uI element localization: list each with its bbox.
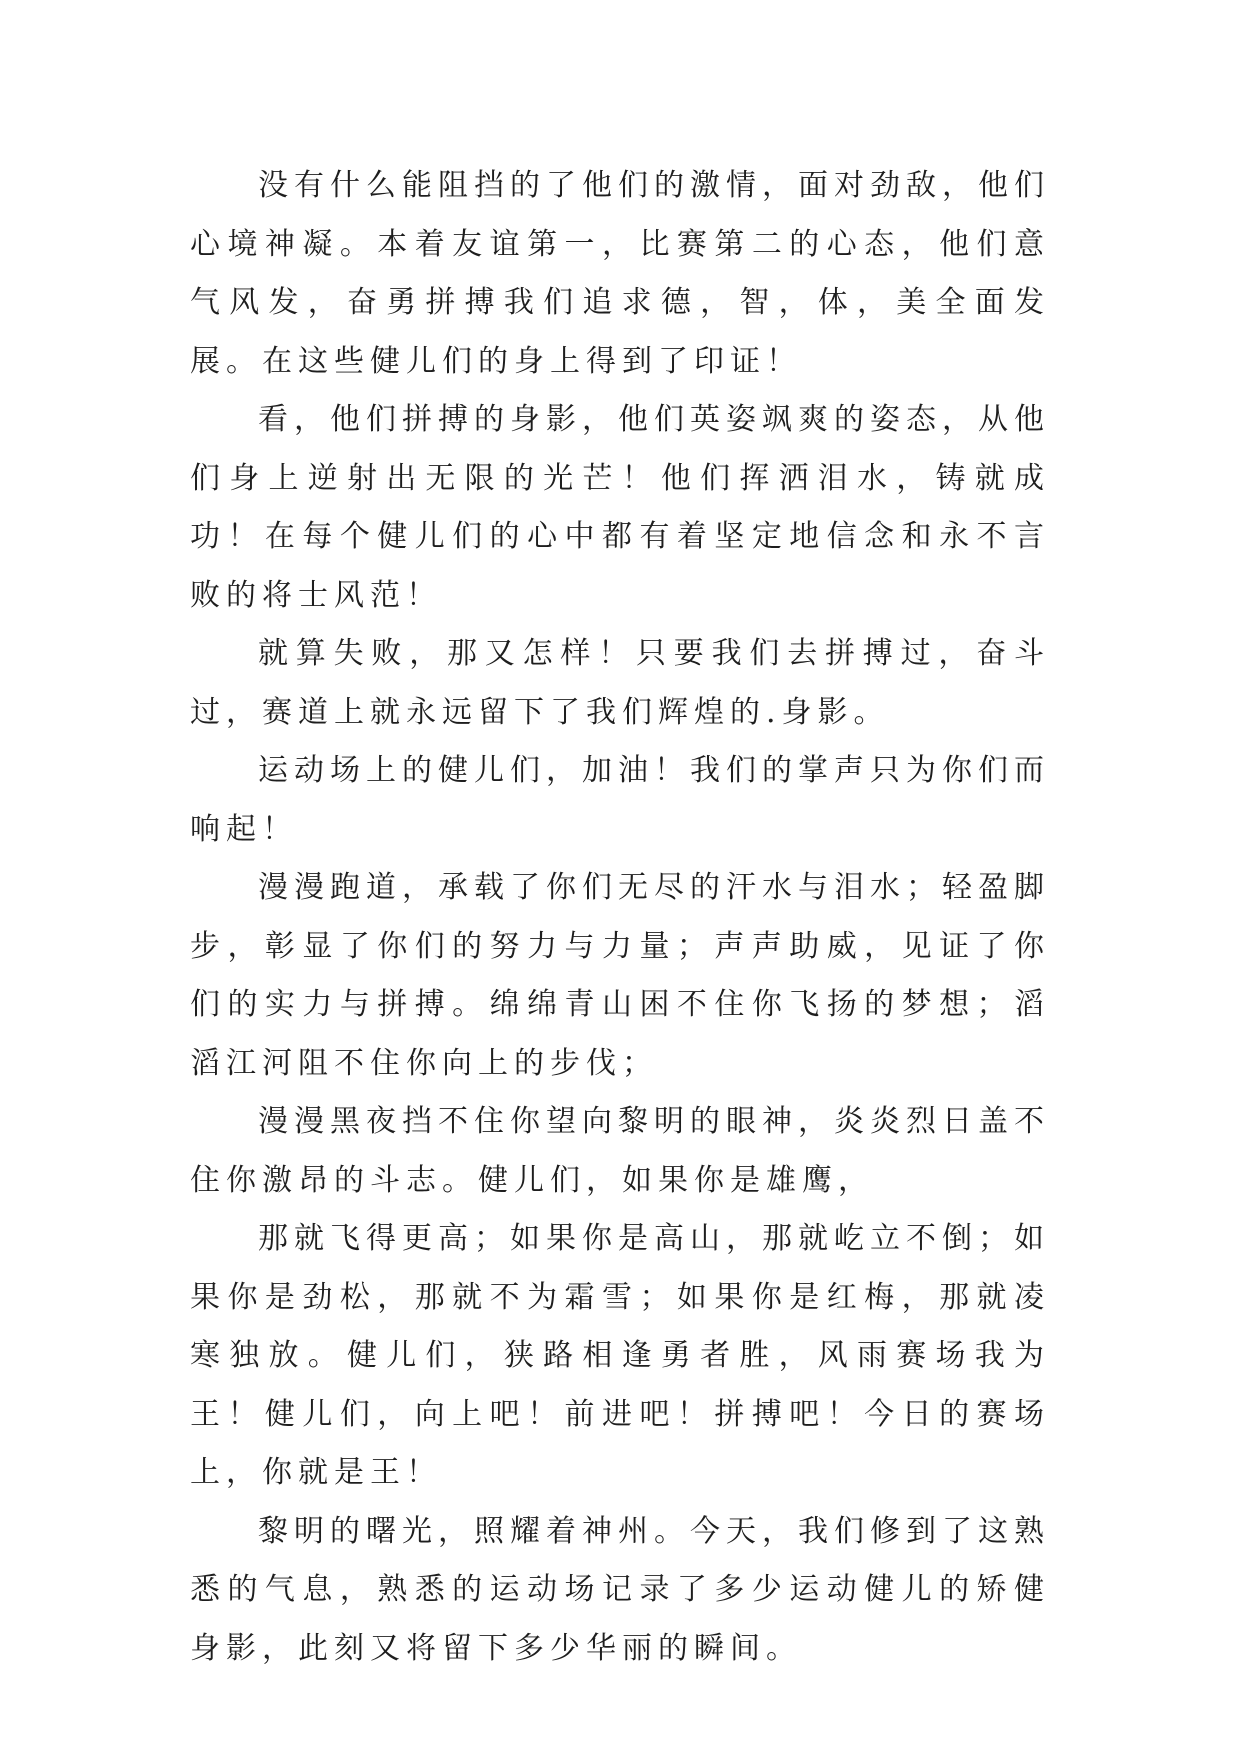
paragraph-2: 看，他们拼搏的身影，他们英姿飒爽的姿态，从他们身上逆射出无限的光芒！他们挥洒泪水，铸就成功！在每个健儿们的心中都有着坚定地信念和永不言败的将士风范！	[190, 402, 1050, 613]
paragraph-1: 没有什么能阻挡的了他们的激情，面对劲敌，他们心境神凝。本着友谊第一，比赛第二的心态，他们意气风发，奋勇拼搏我们追求德，智，体，美全面发展。在这些健儿们的身上得到了印证！	[190, 168, 1050, 379]
paragraph-7: 那就飞得更高；如果你是高山，那就屹立不倒；如果你是劲松，那就不为霜雪；如果你是红梅，那就凌寒独放。健儿们，狭路相逢勇者胜，风雨赛场我为王！健儿们，向上吧！前进吧！拼搏吧！今日的赛场上，你就是王！	[190, 1221, 1050, 1490]
paragraph-5: 漫漫跑道，承载了你们无尽的汗水与泪水；轻盈脚步，彰显了你们的努力与力量；声声助威，见证了你们的实力与拼搏。绵绵青山困不住你飞扬的梦想；滔滔江河阻不住你向上的步伐；	[190, 870, 1050, 1081]
paragraph-6: 漫漫黑夜挡不住你望向黎明的眼神，炎炎烈日盖不住你激昂的斗志。健儿们，如果你是雄鹰，	[190, 1104, 1050, 1198]
paragraph-4: 运动场上的健儿们，加油！我们的掌声只为你们而响起！	[190, 753, 1050, 847]
paragraph-8: 黎明的曙光，照耀着神州。今天，我们修到了这熟悉的气息，熟悉的运动场记录了多少运动健儿的矫健身影，此刻又将留下多少华丽的瞬间。	[190, 1513, 1050, 1666]
document-body	[190, 157, 1050, 1678]
paragraph-3: 就算失败，那又怎样！只要我们去拼搏过，奋斗过，赛道上就永远留下了我们辉煌的.身影。	[190, 636, 1050, 730]
